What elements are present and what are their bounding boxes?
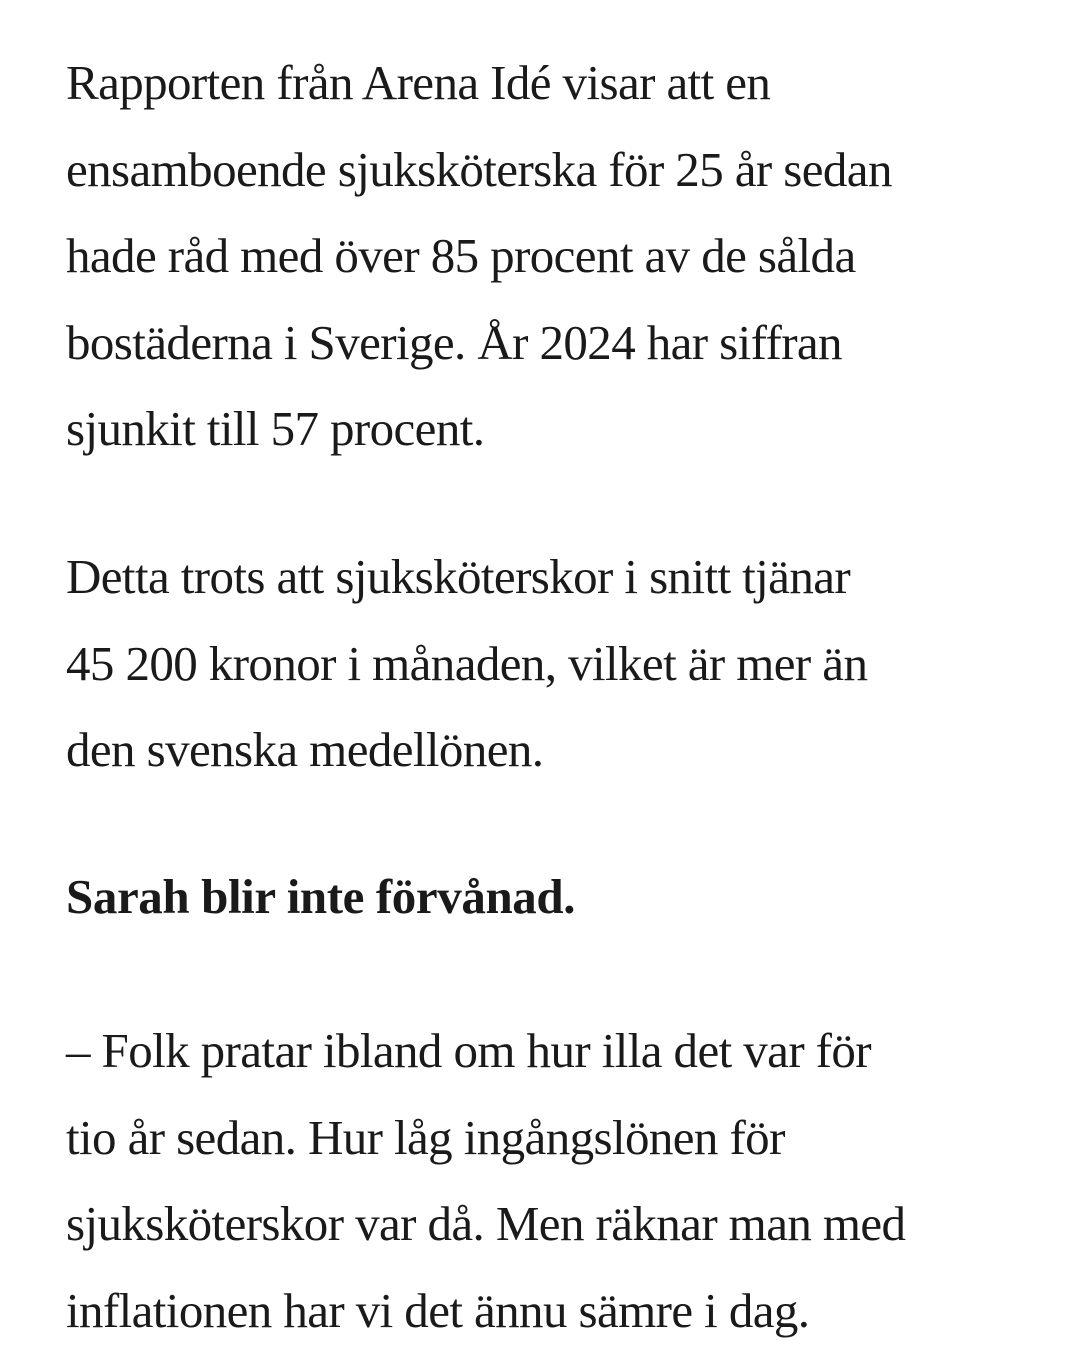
paragraph-line: tio år sedan. Hur låg ingångslönen för [66,1109,785,1165]
paragraph-line: hade råd med över 85 procent av de sålda [66,228,856,283]
paragraph-line: inflationen har vi det ännu sämre i dag. [66,1282,810,1338]
article-paragraph [66,1008,905,1354]
paragraph-line: bostäderna i Sverige. År 2024 har siffran [66,314,842,370]
article-paragraph [66,40,892,473]
paragraph-line: Rapporten från Arena Idé visar att en [66,55,771,110]
paragraph-line: 45 200 kronor i månaden, vilket är mer än [66,635,868,691]
paragraph-line: sjuksköterskor var då. Men räknar man med [66,1196,906,1251]
paragraph-line: – Folk pratar ibland om hur illa det var för [66,1023,872,1078]
paragraph-line: den svenska medellönen. [66,722,544,777]
paragraph-line: sjunkit till 57 procent. [66,401,485,456]
paragraph-line: Detta trots att sjuksköterskor i snitt tjänar [66,549,851,604]
paragraph-line: ensamboende sjuksköterska för 25 år sedan [66,141,892,197]
article-paragraph [66,534,867,794]
article-subheading: Sarah blir inte förvånad. [66,869,576,924]
